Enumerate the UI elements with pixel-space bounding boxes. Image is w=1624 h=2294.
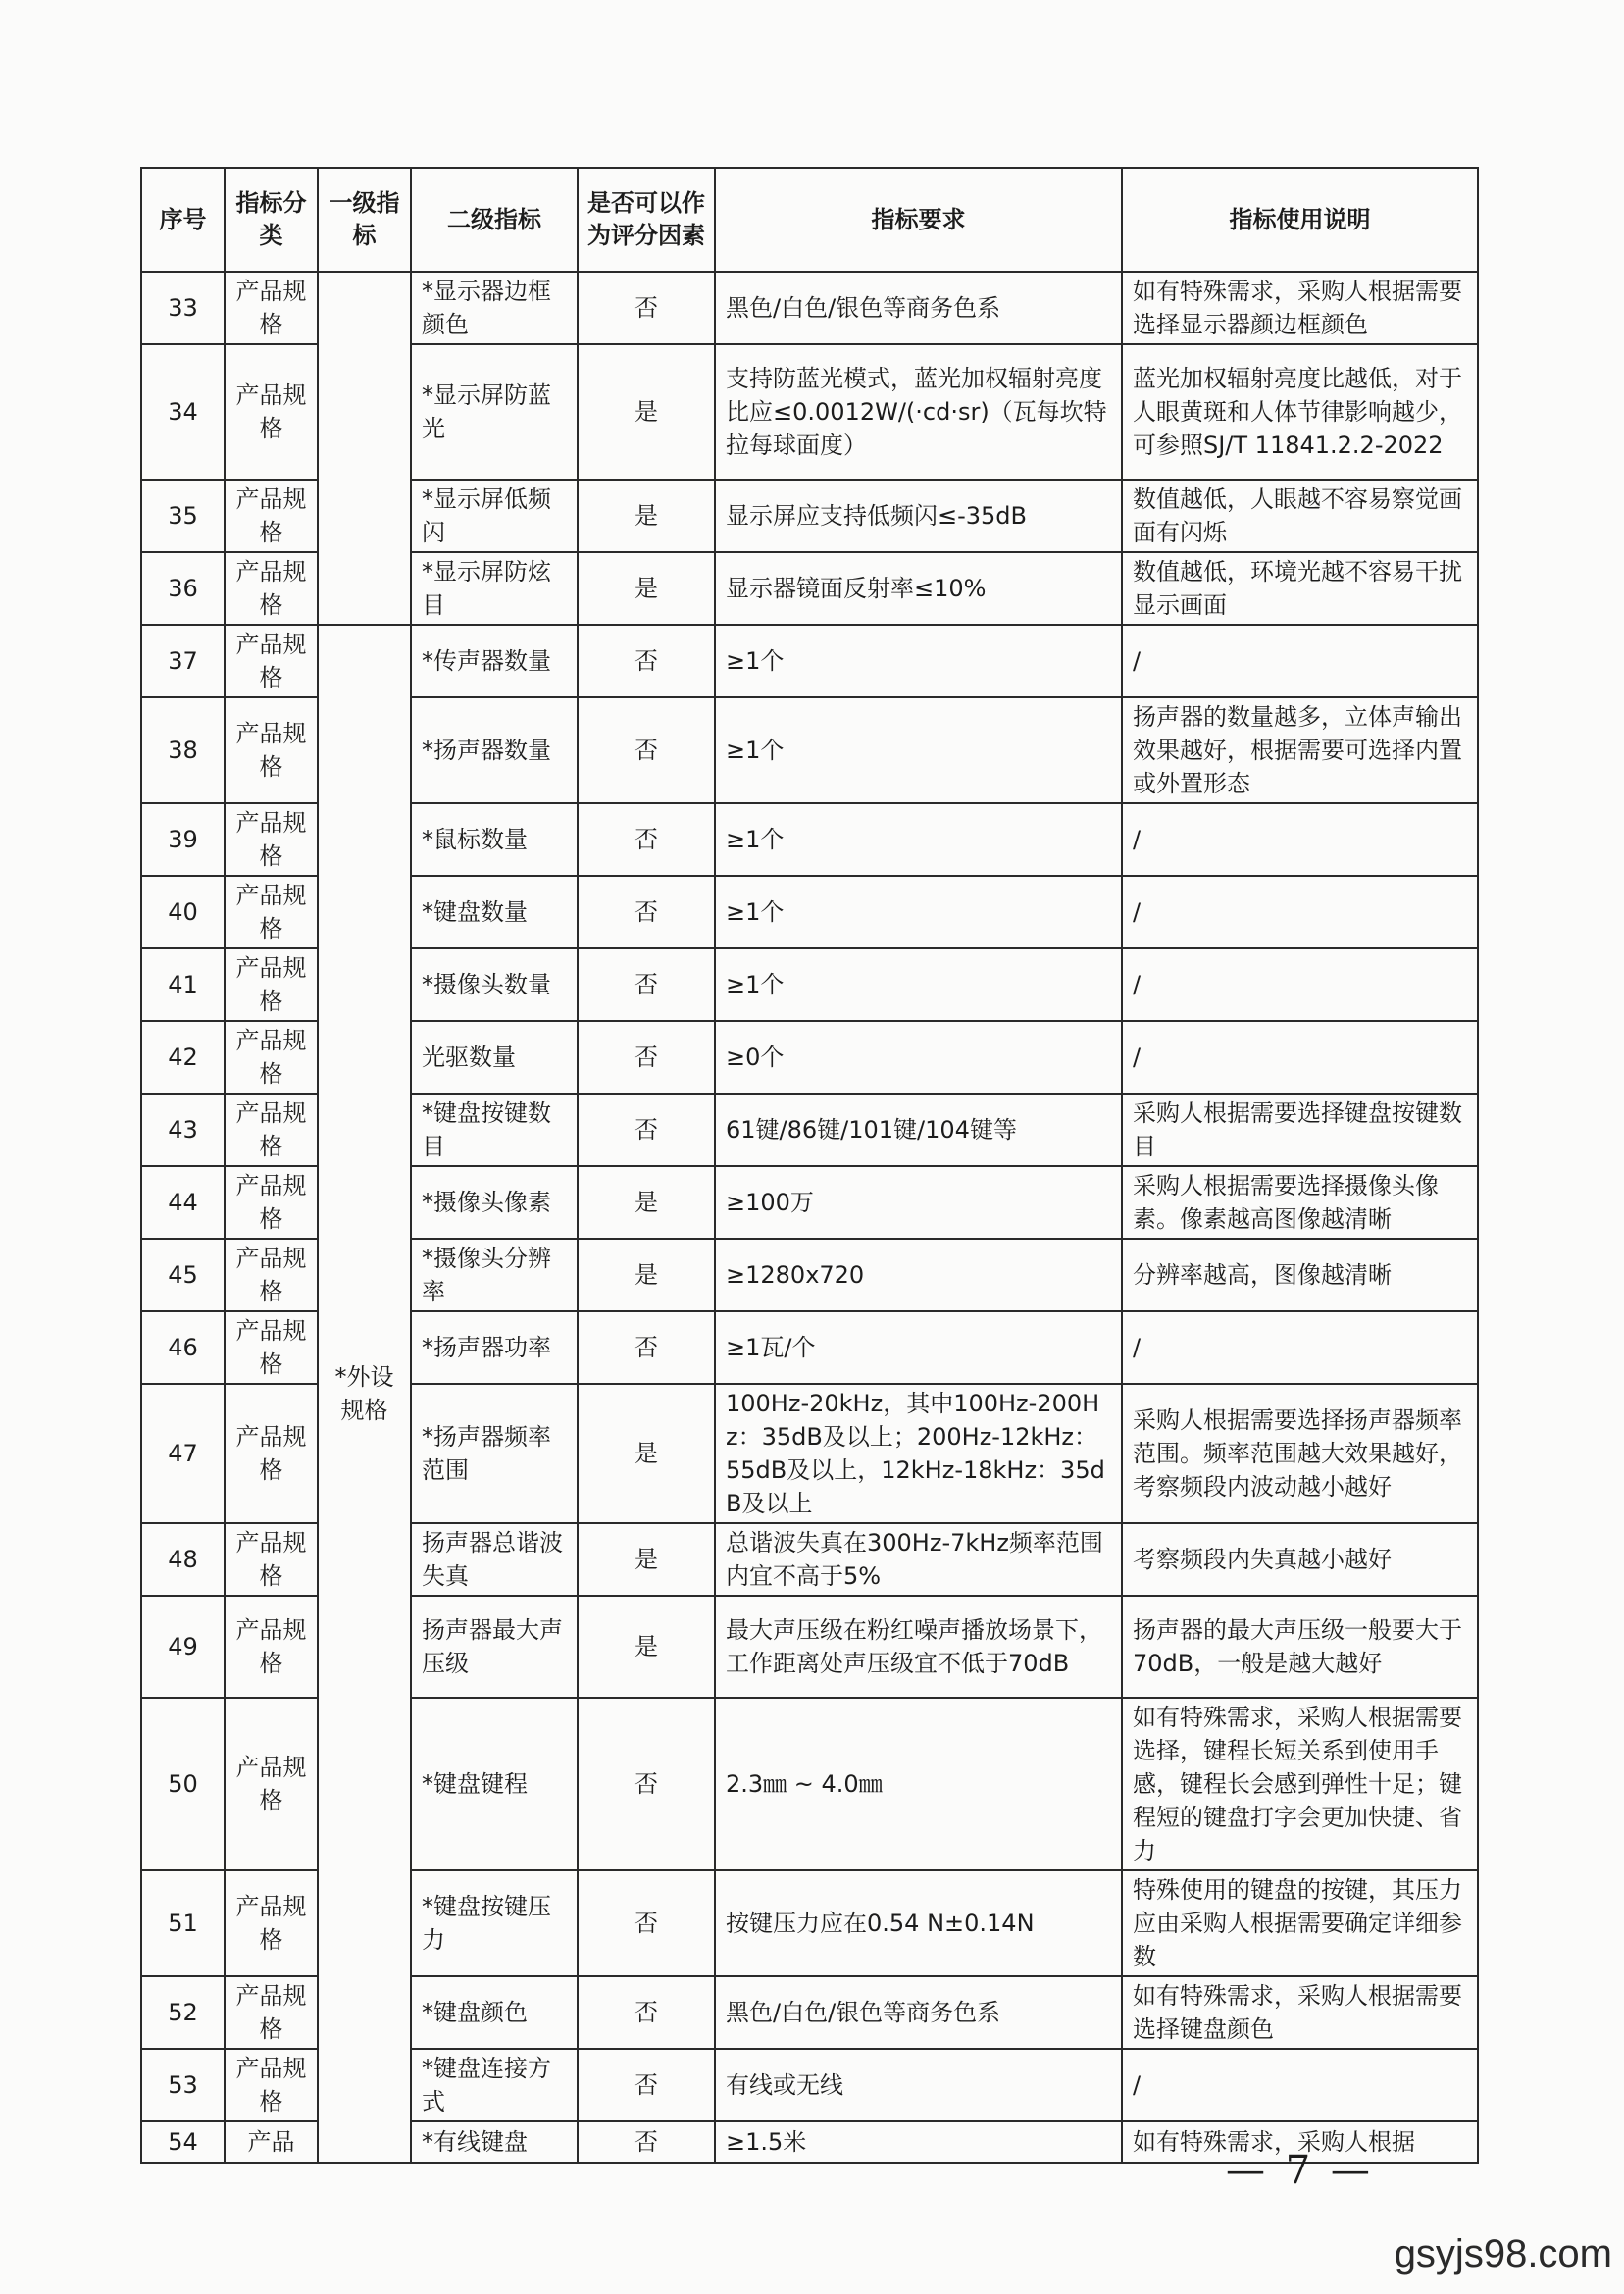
row-no: 43 [141, 1094, 225, 1166]
row-cat: 产品规格 [225, 552, 318, 625]
row-note: / [1122, 1311, 1478, 1384]
row-score: 否 [578, 1870, 715, 1976]
row-no: 44 [141, 1166, 225, 1239]
row-no: 37 [141, 625, 225, 697]
row-score: 是 [578, 1523, 715, 1596]
row-score: 否 [578, 876, 715, 948]
row-name: *显示屏防蓝光 [411, 344, 578, 480]
row-cat: 产品 [225, 2121, 318, 2163]
header-row [141, 168, 1478, 272]
row-no: 38 [141, 697, 225, 803]
row-note: / [1122, 2049, 1478, 2121]
row-score: 是 [578, 552, 715, 625]
row-cat: 产品规格 [225, 1384, 318, 1523]
row-cat: 产品规格 [225, 344, 318, 480]
row-no: 48 [141, 1523, 225, 1596]
row-req: ≥1瓦/个 [715, 1311, 1122, 1384]
row-cat: 产品规格 [225, 2049, 318, 2121]
row-req: 显示器镜面反射率≤10% [715, 552, 1122, 625]
row-note: 考察频段内失真越小越好 [1122, 1523, 1478, 1596]
header-note: 指标使用说明 [1122, 168, 1478, 272]
row-no: 45 [141, 1239, 225, 1311]
row-score: 否 [578, 272, 715, 344]
row-score: 否 [578, 1021, 715, 1094]
row-note: 特殊使用的键盘的按键，其压力应由采购人根据需要确定详细参数 [1122, 1870, 1478, 1976]
row-no: 50 [141, 1698, 225, 1870]
row-score: 否 [578, 697, 715, 803]
header-req: 指标要求 [715, 168, 1122, 272]
row-no: 42 [141, 1021, 225, 1094]
row-score: 否 [578, 1698, 715, 1870]
row-no: 54 [141, 2121, 225, 2163]
row-req: 黑色/白色/银色等商务色系 [715, 1976, 1122, 2049]
row-name: *扬声器频率范围 [411, 1384, 578, 1523]
row-note: 采购人根据需要选择键盘按键数目 [1122, 1094, 1478, 1166]
row-score: 否 [578, 2049, 715, 2121]
row-cat: 产品规格 [225, 272, 318, 344]
row-req: 61键/86键/101键/104键等 [715, 1094, 1122, 1166]
row-name: *扬声器数量 [411, 697, 578, 803]
row-cat: 产品规格 [225, 1596, 318, 1698]
row-no: 33 [141, 272, 225, 344]
row-name: *摄像头像素 [411, 1166, 578, 1239]
row-cat: 产品规格 [225, 1976, 318, 2049]
row-no: 39 [141, 803, 225, 876]
row-note: 数值越低，环境光越不容易干扰显示画面 [1122, 552, 1478, 625]
row-name: *扬声器功率 [411, 1311, 578, 1384]
row-req: 有线或无线 [715, 2049, 1122, 2121]
row-cat: 产品规格 [225, 1239, 318, 1311]
row-name: *鼠标数量 [411, 803, 578, 876]
row-score: 否 [578, 1094, 715, 1166]
row-note: 采购人根据需要选择扬声器频率范围。频率范围越大效果越好，考察频段内波动越小越好 [1122, 1384, 1478, 1523]
row-name: *键盘颜色 [411, 1976, 578, 2049]
row-req: ≥1.5米 [715, 2121, 1122, 2163]
row-name: *摄像头数量 [411, 948, 578, 1021]
row-note: / [1122, 948, 1478, 1021]
row-score: 是 [578, 1596, 715, 1698]
row-name: *键盘按键数目 [411, 1094, 578, 1166]
row-note: 如有特殊需求，采购人根据需要选择键盘颜色 [1122, 1976, 1478, 2049]
row-name: *传声器数量 [411, 625, 578, 697]
row-cat: 产品规格 [225, 480, 318, 552]
row-note: 数值越低，人眼越不容易察觉画面有闪烁 [1122, 480, 1478, 552]
row-no: 40 [141, 876, 225, 948]
row-req: ≥1个 [715, 876, 1122, 948]
row-req: 2.3㎜ ~ 4.0㎜ [715, 1698, 1122, 1870]
row-no: 51 [141, 1870, 225, 1976]
row-score: 是 [578, 1384, 715, 1523]
level1-blank [318, 272, 411, 625]
row-name: *显示屏低频闪 [411, 480, 578, 552]
row-score: 否 [578, 2121, 715, 2163]
row-name: *显示器边框颜色 [411, 272, 578, 344]
row-no: 41 [141, 948, 225, 1021]
row-name: *键盘键程 [411, 1698, 578, 1870]
row-score: 否 [578, 1976, 715, 2049]
row-no: 34 [141, 344, 225, 480]
row-note: 分辨率越高，图像越清晰 [1122, 1239, 1478, 1311]
row-req: ≥1个 [715, 697, 1122, 803]
row-name: *摄像头分辨率 [411, 1239, 578, 1311]
row-no: 52 [141, 1976, 225, 2049]
spec-table [140, 167, 1479, 2164]
row-cat: 产品规格 [225, 948, 318, 1021]
row-cat: 产品规格 [225, 1523, 318, 1596]
row-name: *键盘连接方式 [411, 2049, 578, 2121]
header-l2: 二级指标 [411, 168, 578, 272]
row-note: 如有特殊需求，采购人根据需要选择显示器颜边框颜色 [1122, 272, 1478, 344]
table-row [141, 625, 1478, 697]
row-name: 扬声器总谐波失真 [411, 1523, 578, 1596]
row-req: ≥0个 [715, 1021, 1122, 1094]
row-cat: 产品规格 [225, 625, 318, 697]
page-number: — 7 — [1226, 2148, 1374, 2193]
row-note: / [1122, 803, 1478, 876]
header-l1: 一级指标 [318, 168, 411, 272]
row-req: 100Hz-20kHz，其中100Hz-200Hz：35dB及以上；200Hz-12kHz：55dB及以上，12kHz-18kHz：35dB及以上 [715, 1384, 1122, 1523]
row-cat: 产品规格 [225, 1166, 318, 1239]
row-no: 35 [141, 480, 225, 552]
row-cat: 产品规格 [225, 1094, 318, 1166]
row-note: / [1122, 1021, 1478, 1094]
row-no: 53 [141, 2049, 225, 2121]
row-cat: 产品规格 [225, 1311, 318, 1384]
row-score: 否 [578, 948, 715, 1021]
row-cat: 产品规格 [225, 697, 318, 803]
table-row [141, 272, 1478, 344]
row-req: ≥1个 [715, 625, 1122, 697]
header-score: 是否可以作为评分因素 [578, 168, 715, 272]
row-no: 47 [141, 1384, 225, 1523]
row-note: 扬声器的最大声压级一般要大于70dB，一般是越大越好 [1122, 1596, 1478, 1698]
row-no: 46 [141, 1311, 225, 1384]
row-cat: 产品规格 [225, 803, 318, 876]
row-score: 是 [578, 1239, 715, 1311]
watermark: gsyjs98.com [1394, 2232, 1612, 2275]
row-name: 光驱数量 [411, 1021, 578, 1094]
row-cat: 产品规格 [225, 1021, 318, 1094]
row-note: 采购人根据需要选择摄像头像素。像素越高图像越清晰 [1122, 1166, 1478, 1239]
row-req: ≥1280x720 [715, 1239, 1122, 1311]
row-cat: 产品规格 [225, 1870, 318, 1976]
row-name: 扬声器最大声压级 [411, 1596, 578, 1698]
row-score: 是 [578, 480, 715, 552]
row-req: ≥1个 [715, 803, 1122, 876]
row-req: ≥1个 [715, 948, 1122, 1021]
row-req: 最大声压级在粉红噪声播放场景下，工作距离处声压级宜不低于70dB [715, 1596, 1122, 1698]
row-score: 否 [578, 1311, 715, 1384]
row-req: ≥100万 [715, 1166, 1122, 1239]
row-name: *显示屏防炫目 [411, 552, 578, 625]
row-note: 蓝光加权辐射亮度比越低，对于人眼黄斑和人体节律影响越少，可参照SJ/T 11841.2.2-2022 [1122, 344, 1478, 480]
row-name: *键盘数量 [411, 876, 578, 948]
row-no: 49 [141, 1596, 225, 1698]
header-cat: 指标分类 [225, 168, 318, 272]
row-no: 36 [141, 552, 225, 625]
row-req: 黑色/白色/银色等商务色系 [715, 272, 1122, 344]
row-req: 显示屏应支持低频闪≤-35dB [715, 480, 1122, 552]
row-req: 支持防蓝光模式，蓝光加权辐射亮度比应≤0.0012W/(·cd·sr)（瓦每坎特拉每球面度） [715, 344, 1122, 480]
row-score: 否 [578, 625, 715, 697]
level1-group: *外设规格 [318, 625, 411, 2163]
header-no: 序号 [141, 168, 225, 272]
row-req: 总谐波失真在300Hz-7kHz频率范围内宜不高于5% [715, 1523, 1122, 1596]
row-note: / [1122, 625, 1478, 697]
row-cat: 产品规格 [225, 876, 318, 948]
row-note: 如有特殊需求，采购人根据需要选择，键程长短关系到使用手感，键程长会感到弹性十足；键程短的键盘打字会更加快捷、省力 [1122, 1698, 1478, 1870]
row-note: / [1122, 876, 1478, 948]
row-note: 扬声器的数量越多，立体声输出效果越好，根据需要可选择内置或外置形态 [1122, 697, 1478, 803]
row-note: 如有特殊需求，采购人根据 [1122, 2121, 1478, 2163]
row-score: 否 [578, 803, 715, 876]
row-req: 按键压力应在0.54 N±0.14N [715, 1870, 1122, 1976]
row-score: 是 [578, 344, 715, 480]
row-name: *有线键盘 [411, 2121, 578, 2163]
row-cat: 产品规格 [225, 1698, 318, 1870]
row-name: *键盘按键压力 [411, 1870, 578, 1976]
row-score: 是 [578, 1166, 715, 1239]
